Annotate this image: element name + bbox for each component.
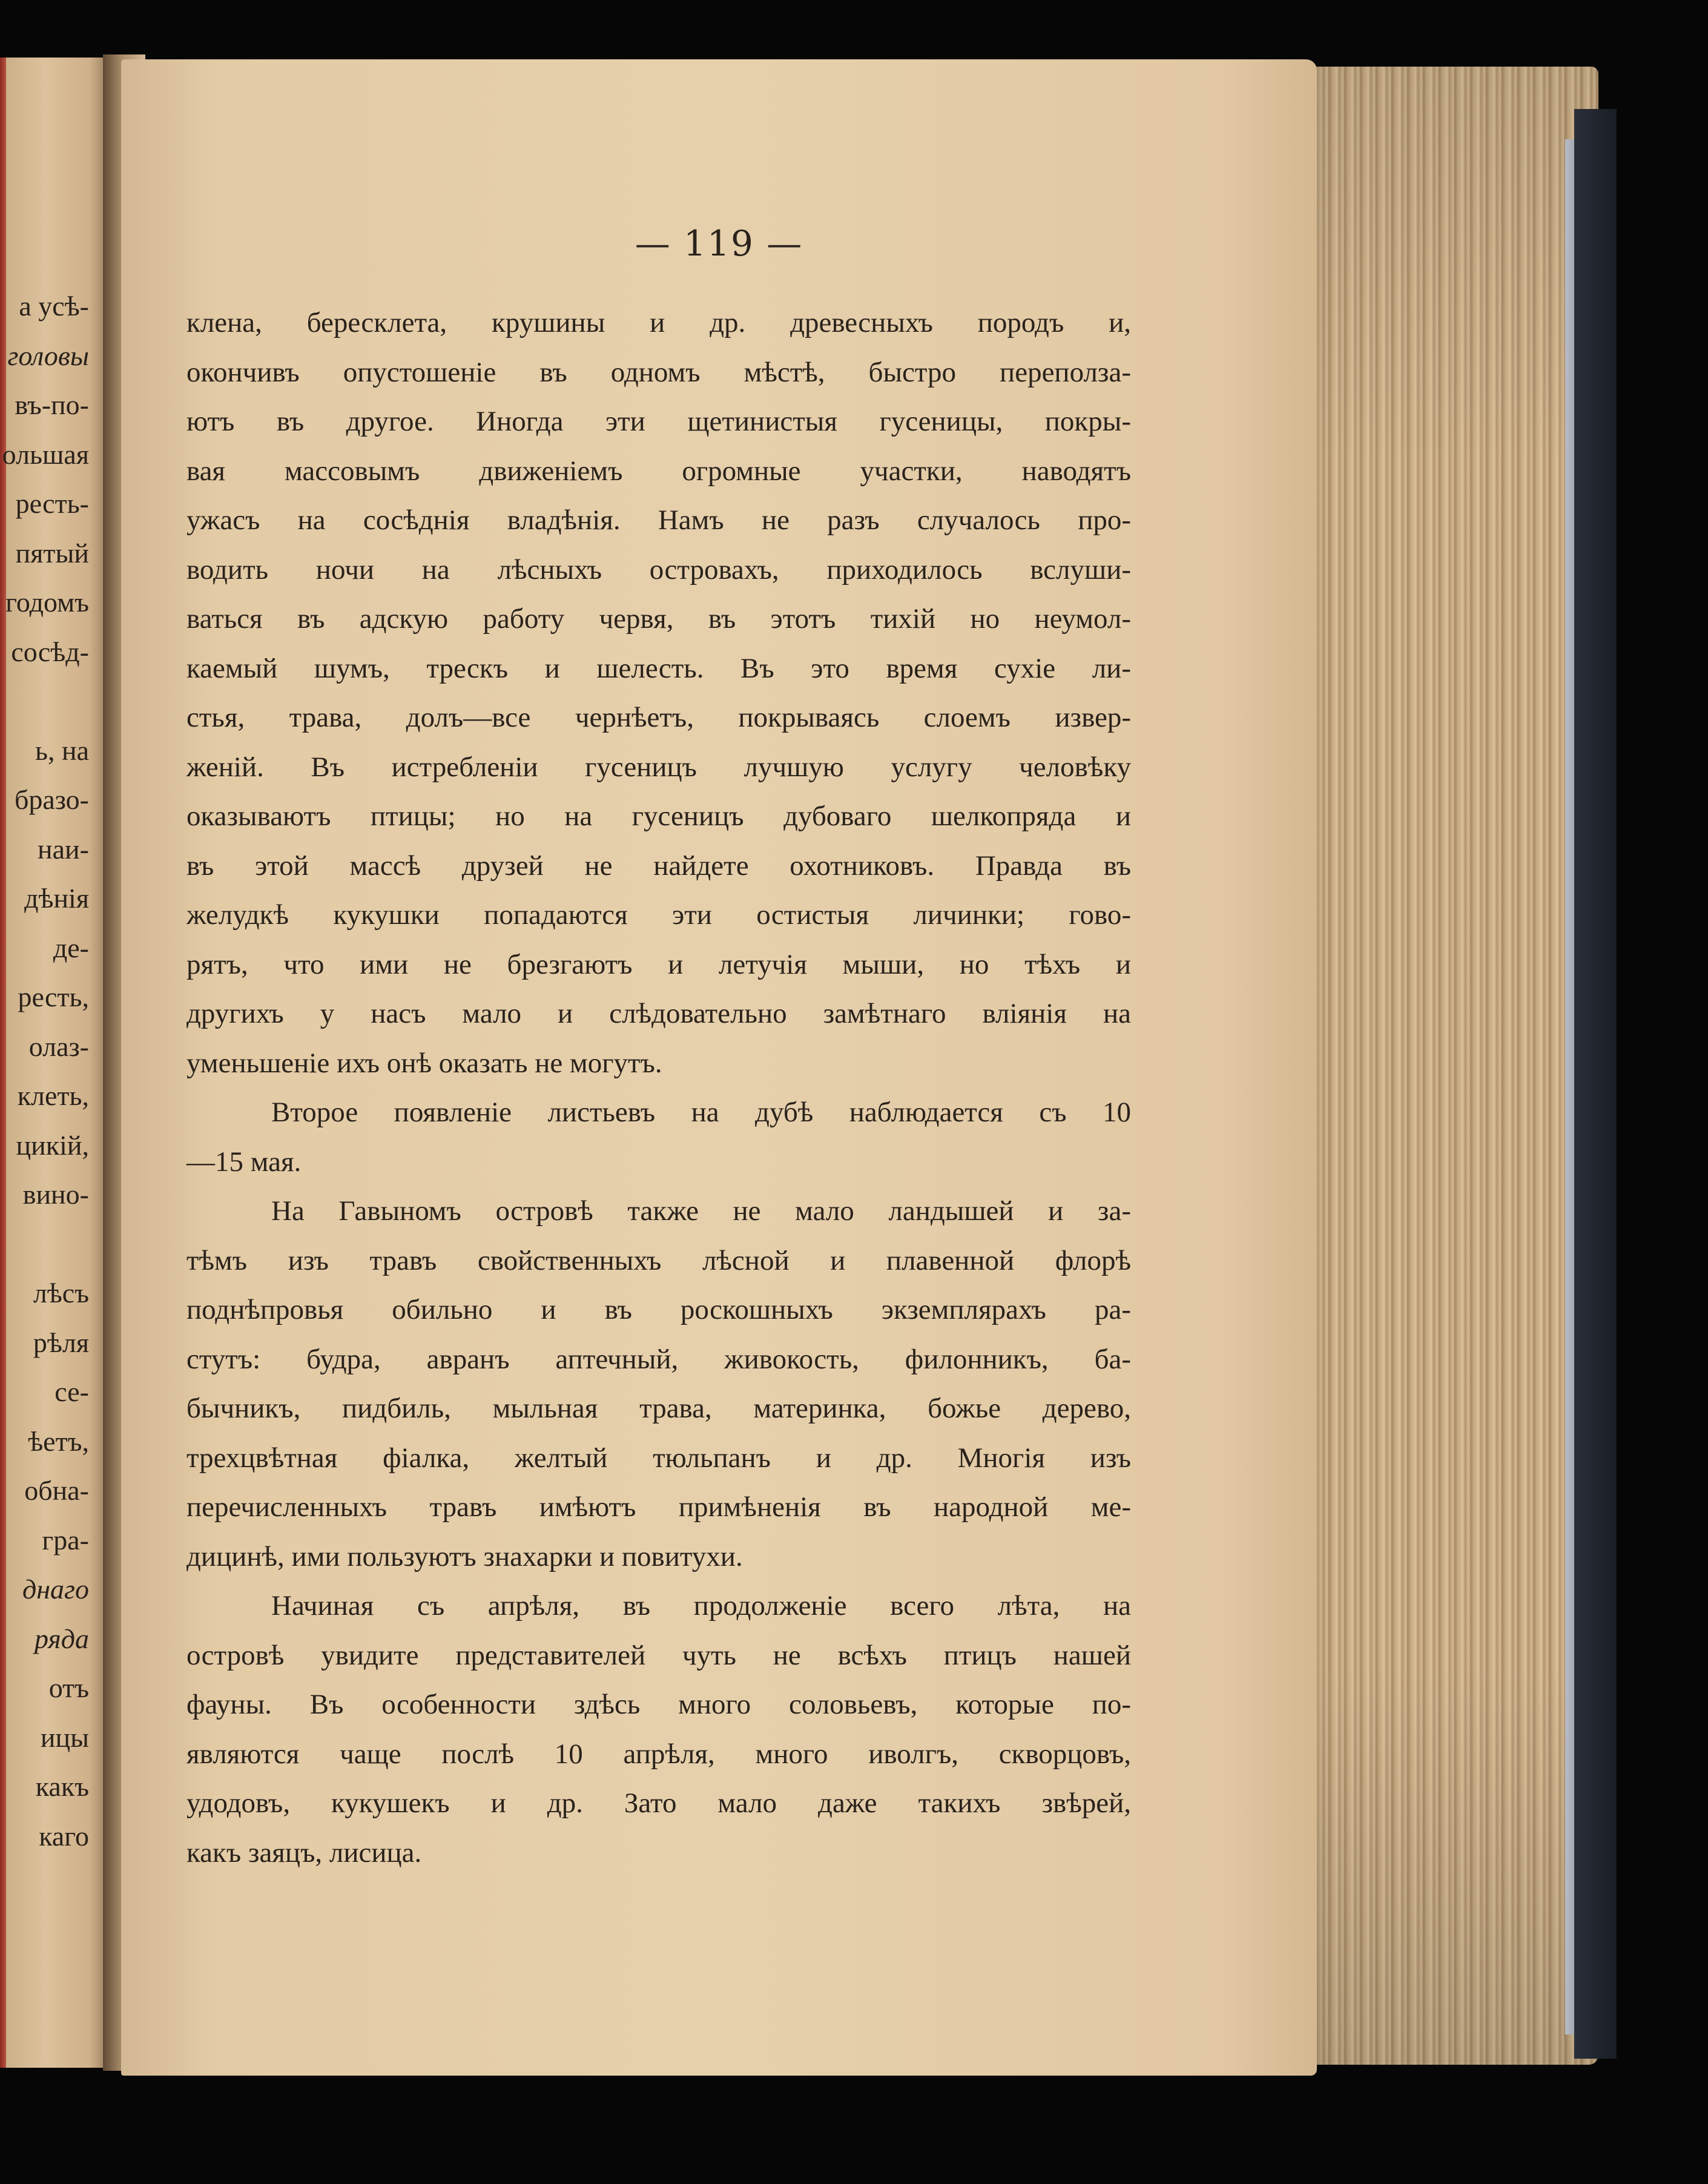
left-fragment-line: обна- bbox=[24, 1475, 89, 1506]
text-line: Второе появленіе листьевъ на дубѣ наблюдается съ 10 bbox=[271, 1097, 1131, 1128]
left-fragment-line: ь, на bbox=[35, 734, 89, 766]
text-line: клена, бересклета, крушины и др. древесныхъ породъ и, bbox=[186, 307, 1131, 338]
left-fragment-line: олаз- bbox=[28, 1031, 89, 1062]
text-line: ютъ въ другое. Иногда эти щетинистыя гусеницы, покры- bbox=[186, 406, 1131, 437]
left-fragment-line: каго bbox=[39, 1820, 89, 1852]
left-facing-page bbox=[0, 58, 112, 2068]
text-line: —15 мая. bbox=[186, 1146, 302, 1178]
left-fragment-line: а усѣ- bbox=[19, 291, 89, 322]
text-line: тѣмъ изъ травъ свойственныхъ лѣсной и плавенной флорѣ bbox=[186, 1244, 1131, 1276]
page-number: — 119 — bbox=[635, 223, 803, 264]
left-fragment-line: въ-по- bbox=[15, 389, 89, 420]
text-line: трехцвѣтная фіалка, желтый тюльпанъ и др. Многія изъ bbox=[186, 1442, 1131, 1474]
left-fragment-line bbox=[2, 1219, 89, 1269]
text-line: какъ заяцъ, лисица. bbox=[186, 1836, 422, 1869]
text-line: вая массовымъ движеніемъ огромные участки, наводятъ bbox=[186, 455, 1131, 487]
left-fragment-line: годомъ bbox=[5, 587, 89, 618]
text-line: поднѣпровья обильно и въ роскошныхъ экземплярахъ ра- bbox=[186, 1294, 1131, 1325]
left-fragment-line: пятый bbox=[15, 537, 89, 569]
text-line: Начиная съ апрѣля, въ продолженіе всего лѣта, на bbox=[271, 1590, 1131, 1622]
left-fragment-line: ресть, bbox=[18, 981, 89, 1012]
text-line: фауны. Въ особенности здѣсь много соловьевъ, которые по- bbox=[186, 1689, 1131, 1720]
text-line: рятъ, что ими не брезгаютъ и летучія мыши, но тѣхъ и bbox=[186, 948, 1131, 980]
left-fragment-line: днаго bbox=[22, 1574, 89, 1605]
left-fragment-line: рѣля bbox=[33, 1327, 89, 1358]
text-line: оказываютъ птицы; но на гусеницъ дубоваго шелкопряда и bbox=[186, 800, 1131, 832]
text-line: уменьшеніе ихъ онѣ оказать не могутъ. bbox=[186, 1047, 662, 1079]
text-line: перечисленныхъ травъ имѣютъ примѣненія въ народной ме- bbox=[186, 1491, 1131, 1523]
main-page bbox=[121, 59, 1317, 2076]
left-fragment-line: ицы bbox=[40, 1721, 89, 1753]
text-line: островѣ увидите представителей чуть не всѣхъ птицъ нашей bbox=[186, 1639, 1131, 1671]
text-line: На Гавыномъ островѣ также не мало ландышей и за- bbox=[271, 1195, 1131, 1227]
stacked-page-edges bbox=[1302, 67, 1598, 2065]
left-fragment-line: се- bbox=[54, 1376, 89, 1407]
left-fragment-line: какъ bbox=[35, 1771, 89, 1802]
left-fragment-line: гра- bbox=[42, 1524, 89, 1556]
left-fragment-line: бразо- bbox=[14, 784, 89, 815]
text-line: другихъ у насъ мало и слѣдовательно замѣтнаго вліянія на bbox=[186, 998, 1131, 1029]
left-fragment-line: ряда bbox=[34, 1623, 89, 1654]
left-fragment-line: вино- bbox=[22, 1179, 89, 1210]
text-line: окончивъ опустошеніе въ одномъ мѣстѣ, быстро переполза- bbox=[186, 356, 1131, 388]
page-text bbox=[186, 299, 1131, 1878]
left-fragment-line: наи- bbox=[38, 833, 89, 865]
text-line: удодовъ, кукушекъ и др. Зато мало даже такихъ звѣрей, bbox=[186, 1787, 1131, 1819]
left-page-fragments bbox=[2, 282, 89, 1861]
text-line: женій. Въ истребленіи гусеницъ лучшую услугу человѣку bbox=[186, 751, 1131, 783]
left-fragment-line: ольшая bbox=[2, 438, 89, 470]
text-line: каемый шумъ, трескъ и шелесть. Въ это время сухіе ли- bbox=[186, 652, 1131, 684]
text-line: стутъ: будра, авранъ аптечный, живокость, филонникъ, ба- bbox=[186, 1343, 1131, 1375]
text-line: ваться въ адскую работу червя, въ этотъ тихій но неумол- bbox=[186, 603, 1131, 635]
left-fragment-line bbox=[2, 676, 89, 726]
text-line: являются чаще послѣ 10 апрѣля, много иволгъ, скворцовъ, bbox=[186, 1738, 1131, 1770]
text-line: водить ночи на лѣсныхъ островахъ, приходилось вслуши- bbox=[186, 553, 1131, 586]
left-fragment-line: цикій, bbox=[16, 1129, 89, 1161]
left-fragment-line: головы bbox=[7, 340, 89, 371]
left-fragment-line: де- bbox=[53, 932, 89, 963]
left-fragment-line: дѣнія bbox=[24, 883, 89, 914]
text-line: ужасъ на сосѣднія владѣнія. Намъ не разъ случалось про- bbox=[186, 504, 1131, 536]
left-fragment-line: отъ bbox=[48, 1672, 89, 1703]
left-fragment-line: лѣсъ bbox=[33, 1278, 89, 1308]
left-fragment-line: ресть- bbox=[15, 488, 89, 519]
left-fragment-line: сосѣд- bbox=[11, 636, 89, 667]
left-fragment-line: клеть, bbox=[17, 1080, 89, 1111]
text-line: бычникъ, пидбиль, мыльная трава, материнка, божье дерево, bbox=[186, 1393, 1131, 1424]
text-line: въ этой массѣ друзей не найдете охотниковъ. Правда въ bbox=[186, 850, 1131, 882]
left-fragment-line: ѣетъ, bbox=[28, 1425, 89, 1457]
text-line: дицинѣ, ими пользуютъ знахарки и повитухи. bbox=[186, 1540, 743, 1572]
book-cover bbox=[1574, 109, 1617, 2059]
text-line: стья, трава, долъ—все чернѣетъ, покрываясь слоемъ извер- bbox=[186, 702, 1131, 733]
text-line: желудкѣ кукушки попадаются эти остистыя личинки; гово- bbox=[186, 899, 1131, 931]
edge-shade bbox=[1302, 67, 1598, 2065]
